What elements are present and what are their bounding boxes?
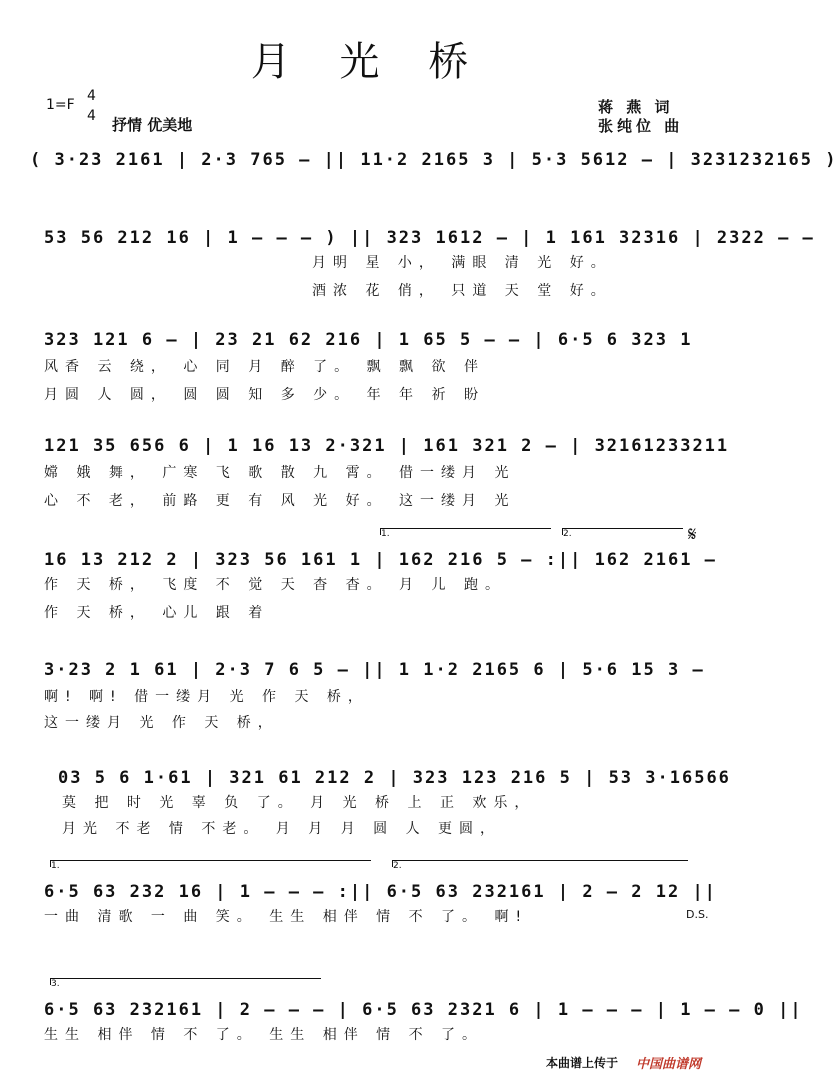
lyrics-row-7-verse-2: 月光 不老 情 不老。 月 月 月 圆 人 更圆， [62,821,502,837]
volta-bracket-2 [562,528,683,539]
lyrics-row-5-verse-2: 作 天 桥， 心儿 跟 着 [44,605,270,621]
lyrics-row-5-verse-1: 作 天 桥， 飞度 不 觉 天 杳 杳。 月 儿 跑。 [44,577,506,593]
volta-label-row8-2: 2. [393,861,402,871]
lyrics-row-8: 一曲 清歌 一 曲 笑。 生生 相伴 情 不 了。 啊! [44,909,529,925]
lyrics-row-7-verse-1: 莫 把 时 光 辜 负 了。 月 光 桥 上 正 欢乐， [62,795,536,811]
lyrics-row-3-verse-2: 月圆 人 圆， 圆 圆 知 多 少。 年 年 祈 盼 [44,387,485,403]
volta-label-1: 1. [381,529,390,539]
lyrics-row-3-verse-1: 风香 云 绕， 心 同 月 醉 了。 飘 飘 欲 伴 [44,359,485,375]
key-signature: 1=F [46,97,75,113]
lyrics-row-2-verse-1: 月明 星 小， 满眼 清 光 好。 [312,255,612,271]
page-title: 月 光 桥 [250,39,487,85]
segno-sign: 𝄋 [688,522,697,546]
lyrics-row-2-verse-2: 酒浓 花 俏， 只道 天 堂 好。 [312,283,612,299]
score-row-1: ( 3·23 2161 | 2·3 765 – || 11·2 2165 3 | 5·3 5612 – | 3231232165 ) [30,150,838,170]
score-row-6: 3·23 2 1 61 | 2·3 7 6 5 – || 1 1·2 2165 6 | 5·6 15 3 – [44,660,705,680]
time-signature-bottom: 4 [87,108,96,124]
lyricist-credit: 蒋 燕 词 [598,98,674,116]
score-row-9: 6·5 63 232161 | 2 – – – | 6·5 63 2321 6 | 1 – – – | 1 – – 0 || [44,1000,803,1020]
lyrics-row-6-verse-2: 这一缕月 光 作 天 桥， [44,715,279,731]
volta-bracket-1 [380,528,551,539]
lyrics-row-6-verse-1: 啊! 啊! 借一缕月 光 作 天 桥， [44,689,369,705]
footer-text: 本曲谱上传于 [546,1056,619,1070]
score-row-2: 53 56 212 16 | 1 – – – ) || 323 1612 – | 1 161 32316 | 2322 – – [44,228,815,248]
score-row-3: 323 121 6 – | 23 21 62 216 | 1 65 5 – – | 6·5 6 323 1 [44,330,693,350]
volta-label-row9-3: 3. [51,979,60,989]
volta-bracket-row9-3 [50,978,321,989]
volta-label-row8-1: 1. [51,861,60,871]
volta-bracket-row8-2 [392,860,688,871]
volta-bracket-row8-1 [50,860,371,871]
site-logo: 中国曲谱网 [636,1057,702,1072]
dal-segno-mark: D.S. [686,908,709,921]
score-row-7: 03 5 6 1·61 | 321 61 212 2 | 323 123 216 5 | 53 3·16566 [58,768,731,788]
lyrics-row-9: 生生 相伴 情 不 了。 生生 相伴 情 不 了。 [44,1027,484,1043]
volta-label-2: 2. [563,529,572,539]
composer-credit: 张纯位 曲 [598,117,684,135]
score-row-4: 121 35 656 6 | 1 16 13 2·321 | 161 321 2 – | 32161233211 [44,436,730,456]
tempo-marking: 抒情 优美地 [112,116,193,134]
score-row-5: 16 13 212 2 | 323 56 161 1 | 162 216 5 – :|| 162 2161 – [44,550,717,570]
time-signature-top: 4 [87,88,96,104]
score-row-8: 6·5 63 232 16 | 1 – – – :|| 6·5 63 232161 | 2 – 2 12 || [44,882,717,902]
lyrics-row-4-verse-2: 心 不 老， 前路 更 有 风 光 好。 这一缕月 光 [44,493,516,509]
lyrics-row-4-verse-1: 嫦 娥 舞， 广寒 飞 歌 散 九 霄。 借一缕月 光 [44,465,516,481]
